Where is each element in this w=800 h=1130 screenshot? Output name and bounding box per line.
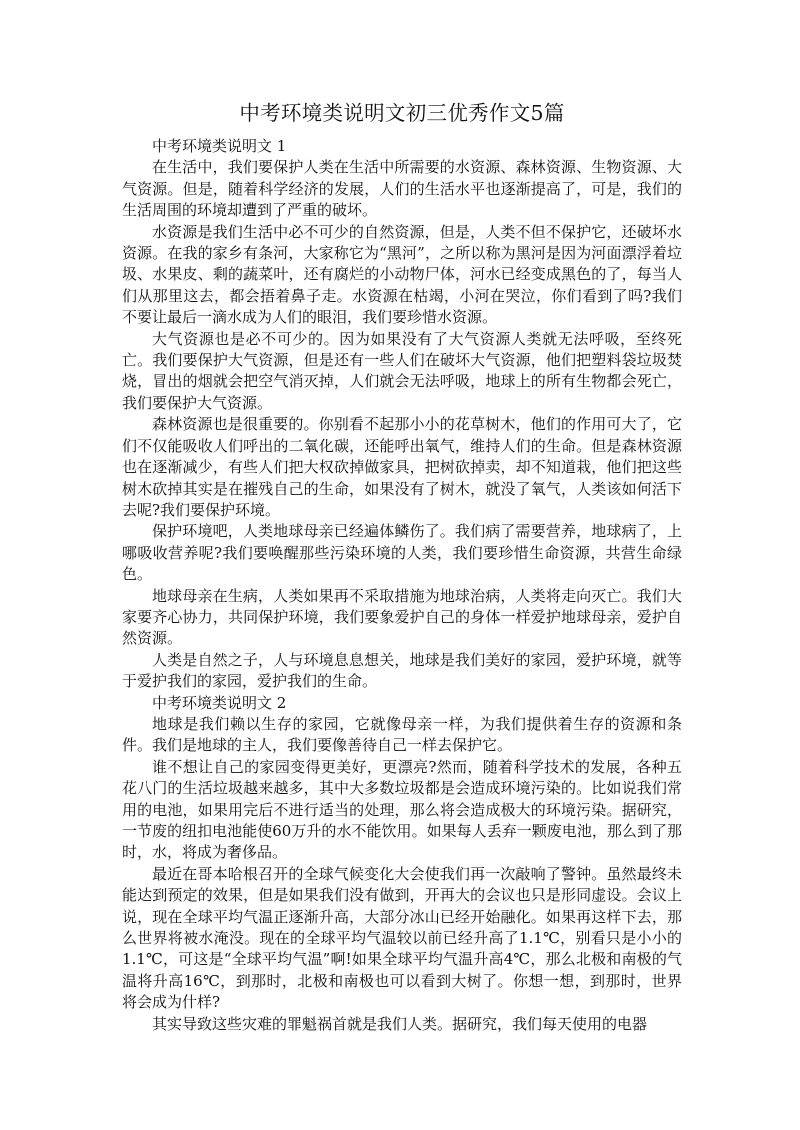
essay-1-paragraph-5: 保护环境吧，人类地球母亲已经遍体鳞伤了。我们病了需要营养，地球病了，上哪吸收营养呢?我们要唤醒那些污染环境的人类，我们要珍惜生命资源，共营生命绿色。 xyxy=(122,522,682,584)
document-title: 中考环境类说明文初三优秀作文5篇 xyxy=(239,101,565,125)
essay-2-heading: 中考环境类说明文 2 xyxy=(152,693,287,712)
essay-1-paragraph-2: 水资源是我们生活中必不可少的自然资源，但是，人类不但不保护它，还破坏水资源。在我的家乡有条河，大家称它为“黑河”，之所以称为黑河是因为河面漂浮着垃圾、水果皮、剩的蔬菜叶，还有腐烂的小动物尸体，河水已经变成黑色的了，每当人们从那里这去，都会捂着鼻子走。水资源在枯竭，小河在哭泣，你们看到了吗?我们不要让最后一滴水成为人们的眼泪，我们要珍惜水资源。 xyxy=(122,222,682,327)
essay-2-paragraph-4: 其实导致这些灾难的罪魁祸首就是我们人类。据研究，我们每天使用的电器 xyxy=(152,1014,648,1033)
essay-2-paragraph-2: 谁不想让自己的家园变得更美好，更漂亮?然而，随着科学技术的发展，各种五花八门的生活垃圾越来越多，其中大多数垃圾都是会造成环境污染的。比如说我们常用的电池，如果用完后不进行适当的处理，那么将会造成极大的环境污染。据研究，一节废的纽扣电池能使60万升的水不能饮用。如果每人丢弃一颗废电池，那么到了那时，水，将成为奢侈品。 xyxy=(122,757,682,862)
document-page xyxy=(122,100,682,1035)
essay-2-paragraph-3: 最近在哥本哈根召开的全球气候变化大会使我们再一次敲响了警钟。虽然最终未能达到预定的效果，但是如果我们没有做到，开再大的会议也只是形同虚设。会议上说，现在全球平均气温正逐渐升高，大部分冰山已经开始融化。如果再这样下去，那么世界将被水淹没。现在的全球平均气温较以前已经升高了1.1℃，别看只是小小的1.1℃，可这是“全球平均气温”啊!如果全球平均气温升高4℃，那么北极和南极的气温将升高16℃，到那时，北极和南极也可以看到大树了。你想一想，到那时，世界将会成为什样? xyxy=(122,864,682,1012)
essay-1-paragraph-3: 大气资源也是必不可少的。因为如果没有了大气资源人类就无法呼吸，至终死亡。我们要保护大气资源，但是还有一些人们在破坏大气资源，他们把塑料袋垃圾焚烧，冒出的烟就会把空气消灭掉，人们就会无法呼吸，地球上的所有生物都会死亡，我们要保护大气资源。 xyxy=(122,329,682,412)
essay-2-paragraph-1: 地球是我们赖以生存的家园，它就像母亲一样，为我们提供着生存的资源和条件。我们是地球的主人，我们要像善待自己一样去保护它。 xyxy=(122,714,682,755)
essay-1-paragraph-6: 地球母亲在生病，人类如果再不采取措施为地球治病，人类将走向灭亡。我们大家要齐心协力，共同保护环境，我们要象爱护自己的身体一样爱护地球母亲，爱护自然资源。 xyxy=(122,586,682,648)
essay-1-paragraph-4: 森林资源也是很重要的。你别看不起那小小的花草树木，他们的作用可大了，它们不仅能吸收人们呼出的二氧化碳，还能呼出氧气，维持人们的生命。但是森林资源也在逐渐减少，有些人们把大权砍掉做家具，把树砍掉卖，却不知道栽，他们把这些树木砍掉其实是在摧残自己的生命，如果没有了树木，就没了氧气，人类该如何活下去呢?我们要保护环境。 xyxy=(122,415,682,519)
essay-1-paragraph-1: 在生活中，我们要保护人类在生活中所需要的水资源、森林资源、生物资源、大气资源。但是，随着科学经济的发展，人们的生活水平也逐渐提高了，可是，我们的生活周围的环境却遭到了严重的破坏。 xyxy=(122,158,682,220)
essay-1-heading: 中考环境类说明文 1 xyxy=(152,137,287,155)
essay-1-paragraph-7: 人类是自然之子，人与环境息息想关，地球是我们美好的家园，爱护环境，就等于爱护我们的家园，爱护我们的生命。 xyxy=(122,650,682,691)
